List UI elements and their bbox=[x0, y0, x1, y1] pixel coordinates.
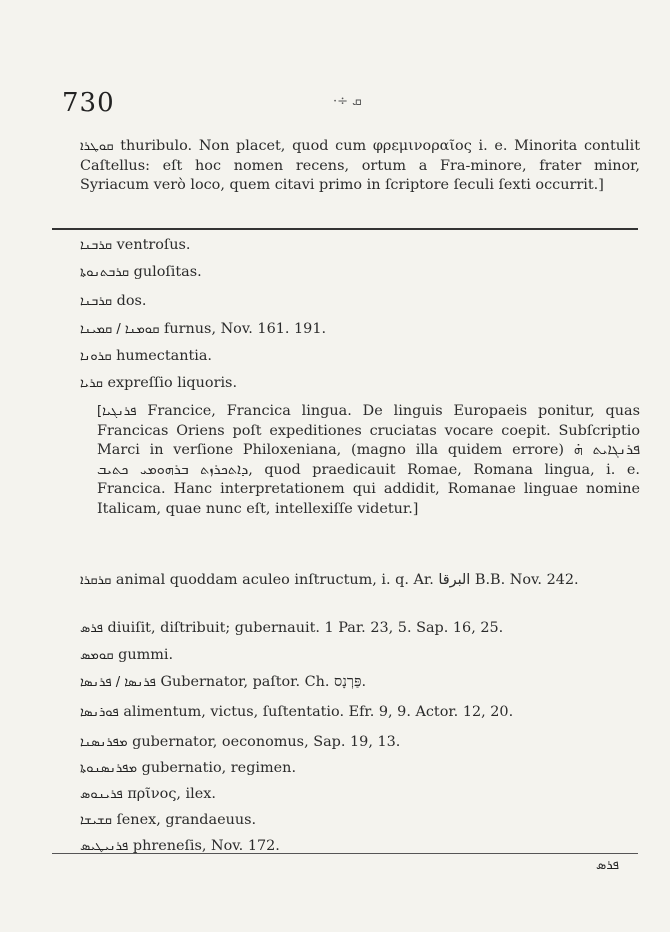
entry-text: expreſſio liquoris. bbox=[102, 375, 238, 391]
entry-text: dos. bbox=[112, 293, 147, 309]
footer-rule bbox=[52, 853, 638, 854]
dictionary-entry bbox=[80, 646, 173, 665]
dictionary-entry bbox=[80, 347, 212, 366]
entry-text: ventroſus. bbox=[112, 237, 191, 253]
dictionary-entry bbox=[80, 320, 326, 339]
dictionary-entry bbox=[80, 785, 216, 804]
syriac-headword: ܩܪܝܐ bbox=[80, 376, 103, 391]
entry-text: animal quoddam aculeo inſtructum, i. q. Ar. البرقا B.B. Nov. 242. bbox=[111, 572, 579, 588]
syriac-headword: ܦܪܢܝܛܝܣ bbox=[80, 839, 129, 854]
page-number: 730 bbox=[62, 88, 115, 118]
entry-text: Francice, Francica lingua. De linguis Europaeis ponitur, quas Francicas Oriens poſt expeditiones cruciatas vocare coepit. Subſcriptio Marci in verſione Philoxeniana, (magno illa quidem errore) ܦܪܢܓܐܝܬ ܗ̇ ܕܐܬܟܪܙܬ ܒܪܗܘܡܝ ܟܬܝܒ, quod praedicauit Romae, Romana lingua, i. e. Francica. Hanc interpretationem qui addidit, Romanae linguae nomine Italicam, quae nunc eſt, intellexiſſe videtur.] bbox=[97, 403, 640, 517]
syriac-headword: ܡܦܪܢܣܢܐ bbox=[80, 735, 128, 750]
syriac-headword: ܩܘܡܢܐ / ܩܡܝܢܐ bbox=[80, 322, 160, 337]
entry-paragraph bbox=[97, 402, 640, 519]
dictionary-entry bbox=[80, 263, 202, 282]
dictionary-entry bbox=[80, 703, 513, 722]
syriac-headword: ܩܪܒܢܐ bbox=[80, 238, 113, 253]
entry-text: gubernatio, regimen. bbox=[137, 760, 297, 776]
syriac-headword: ܦܪܢܣܐ / ܦܪܢܣܐ bbox=[80, 675, 156, 690]
syriac-headword: ܩܘܛܪܐ bbox=[80, 139, 114, 154]
dictionary-entry bbox=[80, 811, 256, 830]
syriac-headword: ܩܫܝܫܐ bbox=[80, 813, 112, 828]
dictionary-entry bbox=[80, 759, 296, 778]
entry-text: guloſitas. bbox=[129, 264, 202, 280]
syriac-headword: ܩܪܘܢܐ bbox=[80, 349, 112, 364]
entry-text: diuiſit, diſtribuit; gubernauit. 1 Par. 23, 5. Sap. 16, 25. bbox=[102, 620, 504, 636]
entry-text: humectantia. bbox=[111, 348, 213, 364]
syriac-headword: ܩܪܒܢܐ bbox=[80, 294, 113, 309]
entry-text: ſenex, grandaeuus. bbox=[111, 812, 257, 828]
entry-text: Gubernator, paſtor. Ch. פַּרְנָס. bbox=[155, 674, 367, 690]
syriac-headword: ܩܘܡܣ bbox=[80, 648, 114, 663]
entry-paragraph bbox=[80, 571, 640, 591]
header-mark: ·÷ ܩ bbox=[333, 94, 362, 109]
syriac-headword: ܦܘܪܢܣܐ bbox=[80, 705, 119, 720]
entry-text: phreneſis, Nov. 172. bbox=[128, 838, 280, 854]
entry-paragraph bbox=[80, 137, 640, 196]
dictionary-entry bbox=[80, 236, 190, 255]
section-rule bbox=[52, 228, 638, 230]
dictionary-entry bbox=[80, 374, 237, 393]
syriac-headword: [ܦܪܢܓܝܐ bbox=[97, 404, 137, 419]
entry-text: gummi. bbox=[113, 647, 174, 663]
syriac-headword: ܩܪܒܬܢܘܬܐ bbox=[80, 265, 130, 280]
dictionary-entry bbox=[80, 673, 366, 692]
catchword: ܦܪܣ bbox=[596, 858, 619, 873]
entry-text: furnus, Nov. 161. 191. bbox=[159, 321, 327, 337]
entry-text: alimentum, victus, ſuſtentatio. Efr. 9, 9. Actor. 12, 20. bbox=[118, 704, 514, 720]
syriac-headword: ܦܪܝܢܘܣ bbox=[80, 787, 123, 802]
dictionary-entry bbox=[80, 733, 400, 752]
entry-text: πρῖνος, ilex. bbox=[122, 786, 216, 802]
syriac-headword: ܦܪܣ bbox=[80, 621, 103, 636]
entry-text: gubernator, oeconomus, Sap. 19, 13. bbox=[127, 734, 401, 750]
syriac-headword: ܩܪܩܪܐ bbox=[80, 573, 112, 588]
dictionary-entry bbox=[80, 619, 503, 638]
entry-text: thuribulo. Non placet, quod cum φρεμινοραῖος i. e. Minorita contulit Caſtellus: eſt hoc nomen recens, ortum a Fra-minore, frater minor, Syriacum verò loco, quem citavi primo in ſcriptore ſeculi ſexti occurrit.] bbox=[80, 138, 640, 193]
syriac-headword: ܡܦܪܢܣܢܘܬܐ bbox=[80, 761, 138, 776]
dictionary-entry bbox=[80, 292, 147, 311]
